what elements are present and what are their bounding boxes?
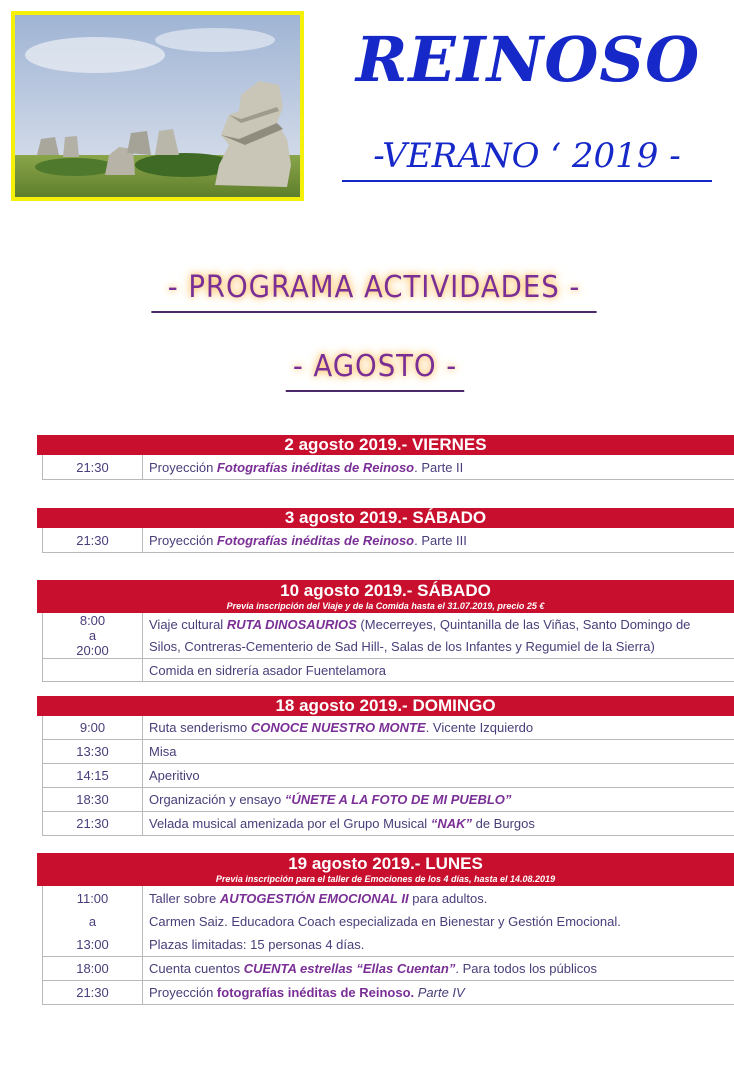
day-block	[37, 853, 734, 1005]
schedule-row	[43, 716, 734, 740]
activity-text: Misa	[149, 744, 177, 759]
day-block	[37, 435, 734, 480]
schedule-row	[43, 788, 734, 812]
schedule-row	[43, 981, 734, 1005]
schedule-row	[43, 957, 734, 981]
activity-text: Taller sobre AUTOGESTIÓN EMOCIONAL II para adultos.	[149, 890, 488, 906]
day-title: 10 agosto 2019.- SÁBADO	[280, 581, 491, 600]
time-cell: 21:30	[43, 528, 143, 552]
activity-text: Proyección Fotografías inéditas de Reinoso. Parte III	[149, 532, 467, 548]
activity-text: Comida en sidrería asador Fuentelamora	[149, 662, 387, 678]
activity-cell	[143, 716, 734, 739]
activity-text: Viaje cultural RUTA DINOSAURIOS (Mecerreyes, Quintanilla de las Viñas, Santo Domingo de	[149, 616, 691, 632]
day-header: 3 agosto 2019.- SÁBADO	[37, 508, 734, 528]
day-block	[37, 696, 734, 836]
day-header	[37, 580, 734, 613]
time-separator: a	[88, 913, 97, 929]
page-title: REINOSO	[355, 23, 701, 96]
landscape-photo	[11, 11, 304, 201]
time-cell: 21:30	[43, 981, 143, 1004]
schedule-row	[43, 659, 734, 682]
program-title: - PROGRAMA ACTIVIDADES -	[151, 265, 596, 313]
schedule-table	[42, 886, 734, 1005]
time-separator: a	[88, 628, 97, 643]
schedule-table	[42, 613, 734, 682]
schedule-row	[43, 455, 734, 480]
activity-text: Organización y ensayo “ÚNETE A LA FOTO DE MI PUEBLO”	[149, 792, 512, 807]
time-cell	[43, 613, 143, 658]
activity-cell	[143, 455, 734, 479]
activity-text: Aperitivo	[149, 768, 200, 783]
schedule-row	[43, 613, 734, 659]
time-cell	[43, 659, 143, 681]
schedule-row	[43, 764, 734, 788]
activity-text: Proyección Fotografías inéditas de Reinoso. Parte II	[149, 459, 464, 475]
activity-cell	[143, 764, 734, 787]
day-block	[37, 580, 734, 682]
schedule-row	[43, 812, 734, 836]
page-subtitle: -VERANO ‘ 2019 -	[342, 132, 712, 182]
activity-cell	[143, 981, 734, 1004]
activity-text-line3: Plazas limitadas: 15 personas 4 días.	[149, 936, 365, 952]
activity-cell	[143, 788, 734, 811]
registration-note: Previa inscripción del Viaje y de la Comida hasta el 31.07.2019, precio 25 €	[226, 601, 545, 611]
activity-cell	[143, 659, 734, 681]
schedule-table	[42, 455, 734, 480]
time-cell: 13:30	[43, 740, 143, 763]
time-start: 11:00	[76, 890, 109, 906]
activity-cell	[143, 812, 734, 835]
time-cell: 14:15	[43, 764, 143, 787]
schedule-table	[42, 716, 734, 836]
activity-text: Proyección fotografías inéditas de Reinoso. Parte IV	[149, 985, 465, 1000]
time-end: 20:00	[76, 643, 109, 658]
activity-text-line2: Carmen Saiz. Educadora Coach especializada en Bienestar y Gestión Emocional.	[149, 913, 621, 929]
time-cell	[43, 886, 143, 956]
day-header: 18 agosto 2019.- DOMINGO	[37, 696, 734, 716]
month-title: - AGOSTO -	[286, 344, 464, 392]
activity-text: Velada musical amenizada por el Grupo Musical “NAK” de Burgos	[149, 816, 535, 831]
activity-text: Cuenta cuentos CUENTA estrellas “Ellas Cuentan”. Para todos los públicos	[149, 961, 597, 976]
time-start: 8:00	[79, 613, 106, 628]
activity-cell	[143, 528, 734, 552]
schedule-row	[43, 886, 734, 957]
activity-cell	[143, 740, 734, 763]
activity-cell	[143, 886, 734, 956]
activity-cell	[143, 613, 734, 658]
day-header	[37, 853, 734, 886]
time-cell: 21:30	[43, 812, 143, 835]
time-cell: 9:00	[43, 716, 143, 739]
activity-text-line2: Silos, Contreras-Cementerio de Sad Hill-, Salas de los Infantes y Regumiel de la Sierra)	[149, 638, 655, 654]
time-cell: 18:00	[43, 957, 143, 980]
day-title: 19 agosto 2019.- LUNES	[288, 854, 483, 873]
activity-cell	[143, 957, 734, 980]
registration-note: Previa inscripción para el taller de Emociones de los 4 días, hasta el 14.08.2019	[215, 874, 556, 884]
schedule-row	[43, 528, 734, 553]
time-cell: 21:30	[43, 455, 143, 479]
schedule-table	[42, 528, 734, 553]
activity-text: Ruta senderismo CONOCE NUESTRO MONTE. Vicente Izquierdo	[149, 720, 534, 735]
landscape-photo-icon	[15, 15, 300, 197]
day-block	[37, 508, 734, 553]
time-end: 13:00	[76, 936, 109, 952]
schedule-row	[43, 740, 734, 764]
time-cell: 18:30	[43, 788, 143, 811]
day-header: 2 agosto 2019.- VIERNES	[37, 435, 734, 455]
